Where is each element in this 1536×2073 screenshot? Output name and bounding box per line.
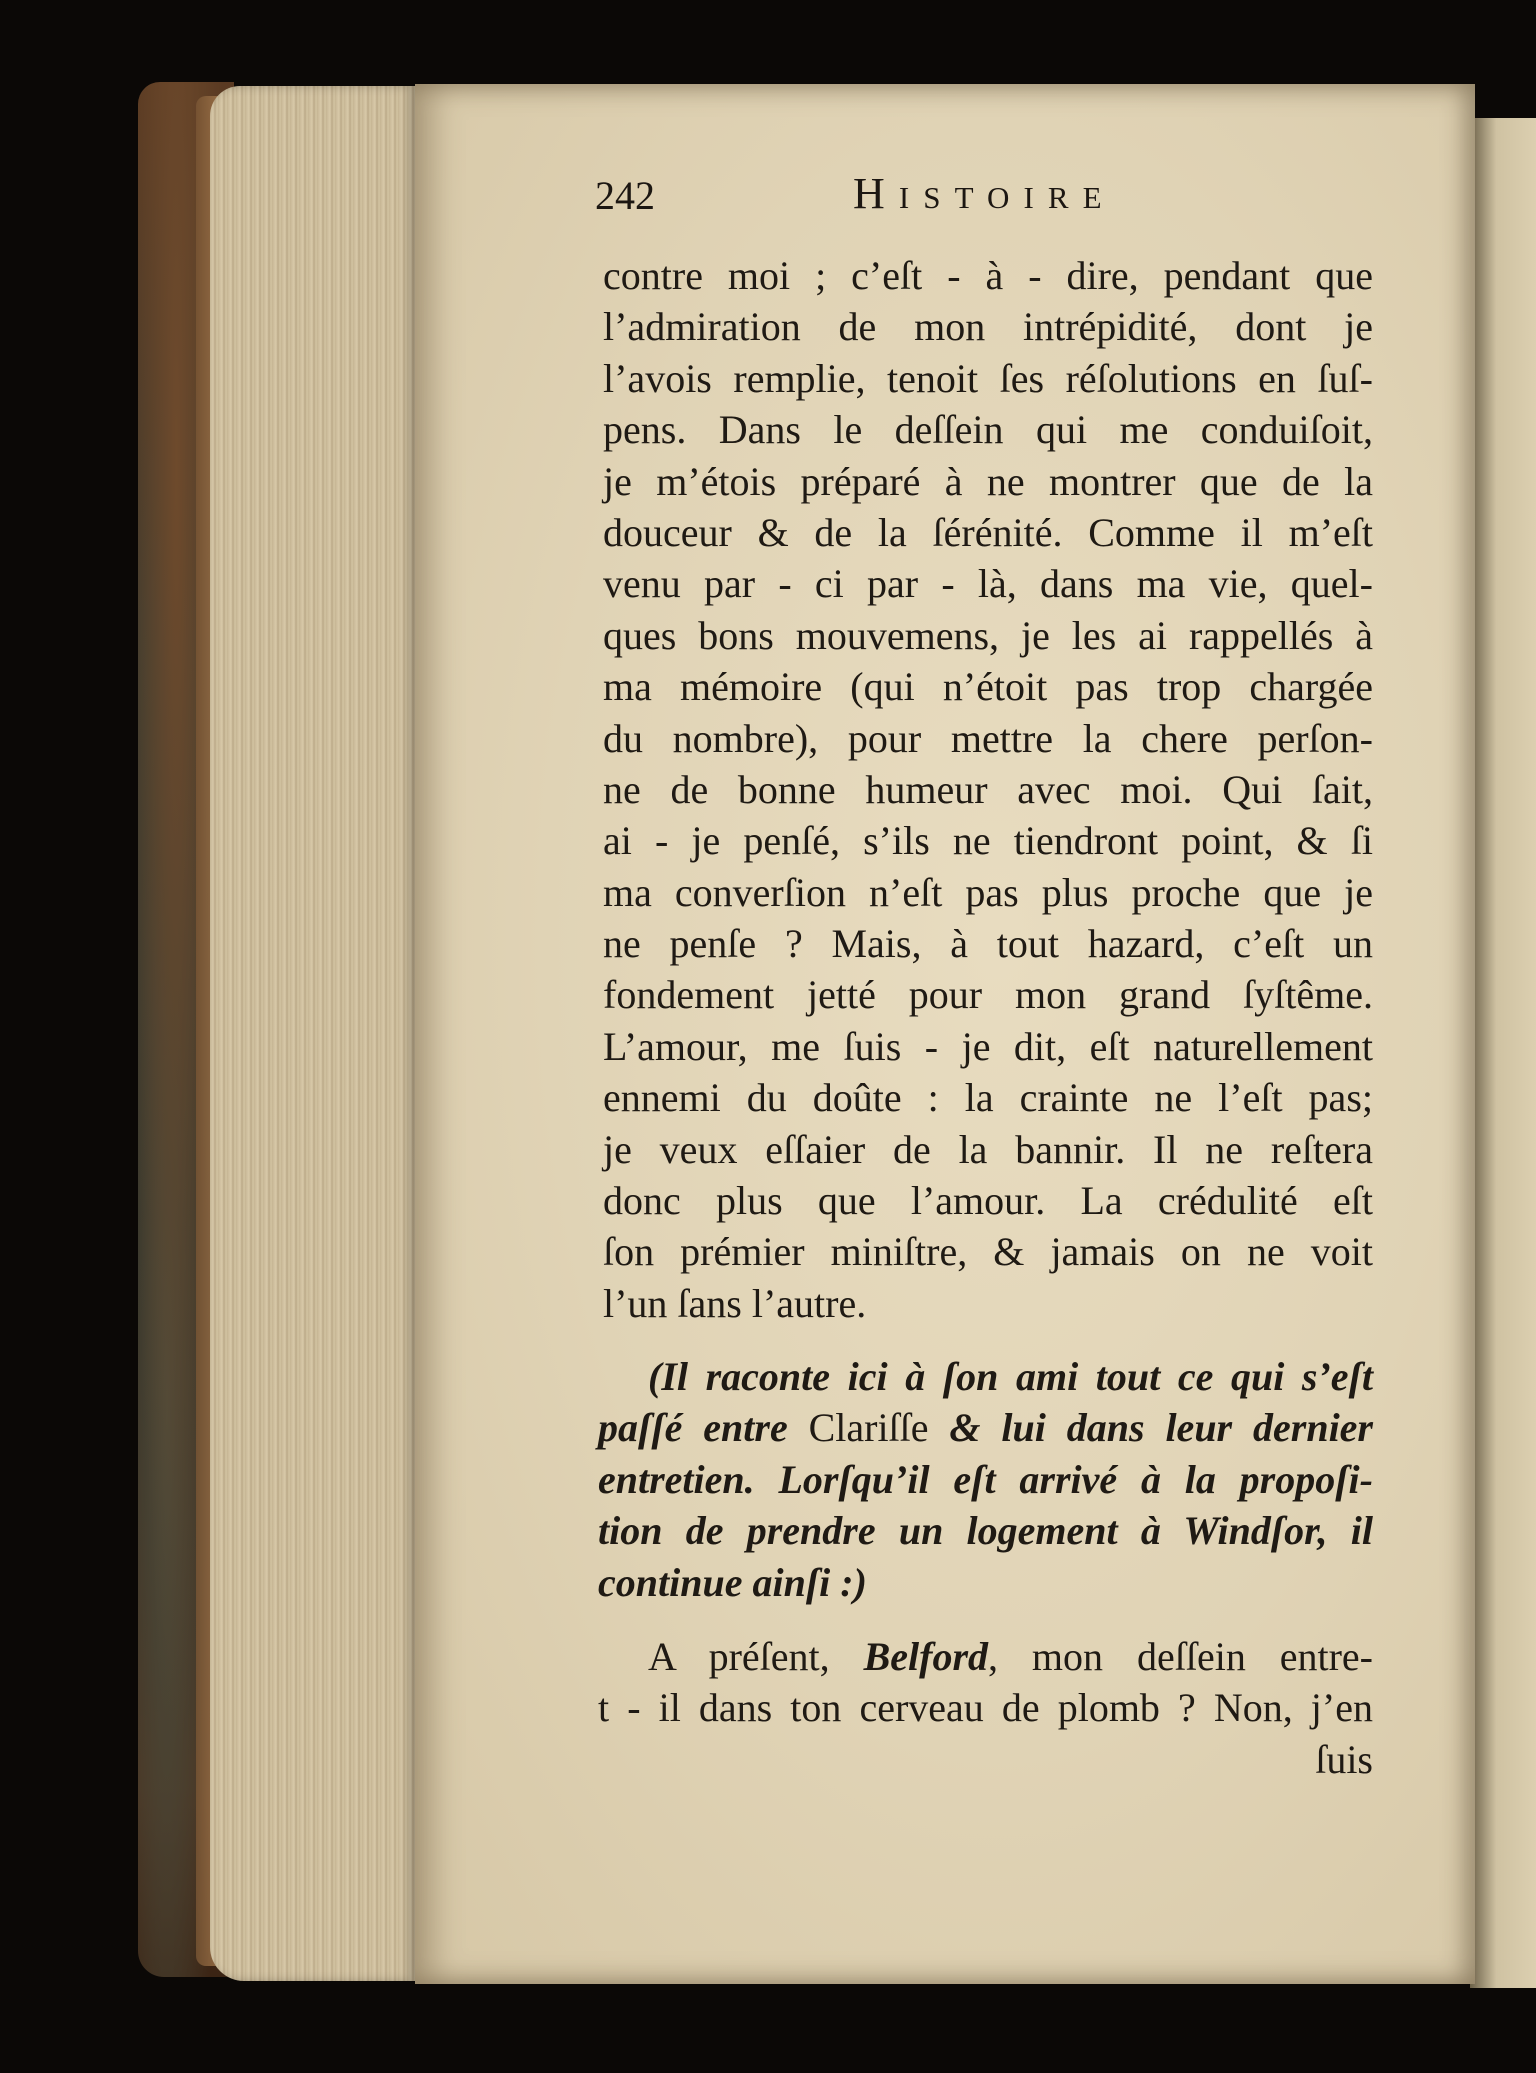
catchword: ſuis (1315, 1736, 1373, 1782)
italic-note (598, 1351, 1373, 1608)
name-clarisse: Clariſſe (808, 1405, 929, 1451)
text-line: l’admiration de mon intrépidité, dont je (603, 304, 1373, 350)
text-line: L’amour, me ſuis - je dit, eſt naturellement (603, 1023, 1373, 1069)
italic-fragment: & lui dans leur dernier (949, 1405, 1373, 1451)
italic-line: tion de prendre un logement à Windſor, il (598, 1508, 1373, 1554)
text-line: venu par - ci par - là, dans ma vie, quel- (603, 561, 1373, 607)
text-line: l’un ſans l’autre. (603, 1280, 867, 1326)
text-line: ques bons mouvemens, je les ai rappellés à (603, 612, 1373, 658)
text-line: ennemi du doûte : la crainte ne l’eſt pas; (603, 1075, 1373, 1121)
name-belford: Belford (863, 1634, 989, 1679)
text-line: du nombre), pour mettre la chere perſon- (603, 715, 1373, 761)
text-fragment: , mon deſſein entre- (988, 1634, 1373, 1679)
text-line: ſon prémier miniſtre, & jamais on ne voit (603, 1229, 1373, 1275)
italic-fragment: paſſé entre (598, 1405, 788, 1451)
text-line: douceur & de la ſérénité. Comme il m’eſt (603, 509, 1373, 555)
text-line: l’avois remplie, tenoit ſes réſolutions en ſuſ- (603, 355, 1373, 401)
text-line: ma mémoire (qui n’étoit pas trop chargée (603, 664, 1373, 710)
running-title: Histoire (853, 169, 1116, 218)
text-line (598, 1631, 1373, 1682)
facing-page-edge (1470, 118, 1536, 1988)
page-number: 242 (595, 173, 655, 218)
italic-line (598, 1402, 1373, 1453)
body-paragraph (603, 250, 1373, 1329)
italic-line: entretien. Lorſqu’il eſt arrivé à la propoſi- (598, 1456, 1373, 1502)
italic-line: (Il raconte ici à ſon ami tout ce qui s’eſt (648, 1354, 1373, 1399)
page-header (595, 168, 1175, 228)
text-line: ma converſion n’eſt pas plus proche que je (603, 869, 1373, 915)
text-line: je veux eſſaier de la bannir. Il ne reſtera (603, 1126, 1373, 1172)
closing-paragraph (598, 1631, 1373, 1785)
text-fragment: A préſent, (648, 1634, 830, 1679)
text-line: ne de bonne humeur avec moi. Qui ſait, (603, 766, 1373, 812)
text-line: pens. Dans le deſſein qui me conduiſoit, (603, 407, 1373, 453)
text-line: ai - je penſé, s’ils ne tiendront point, & ſi (603, 818, 1373, 864)
text-line: contre moi ; c’eſt - à - dire, pendant que (603, 253, 1373, 298)
text-line: donc plus que l’amour. La crédulité eſt (603, 1178, 1373, 1224)
text-line: je m’étois préparé à ne montrer que de la (603, 458, 1373, 504)
text-line: fondement jetté pour mon grand ſyſtême. (603, 972, 1373, 1018)
text-line: ne penſe ? Mais, à tout hazard, c’eſt un (603, 921, 1373, 967)
italic-line: continue ainſi :) (598, 1559, 867, 1605)
page-edges (210, 86, 415, 1981)
text-line: t - il dans ton cerveau de plomb ? Non, j’en (598, 1685, 1373, 1731)
